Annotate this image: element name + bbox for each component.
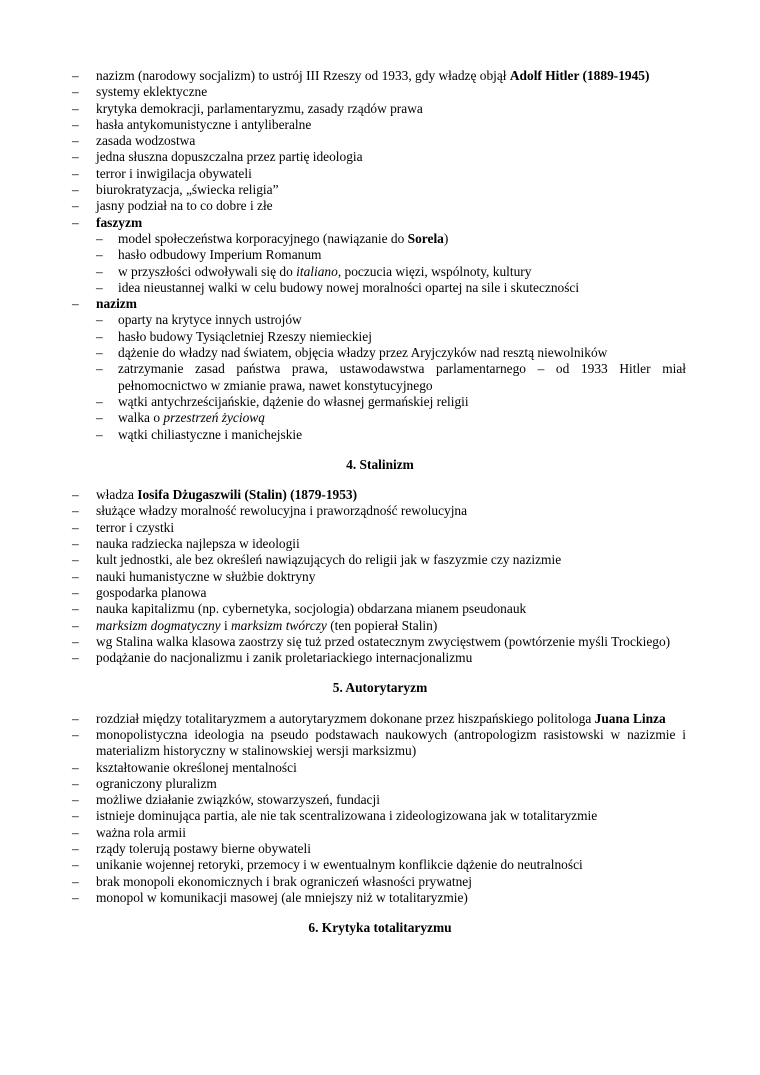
list-item: – jedna słuszna dopuszczalna przez partię ideologia <box>0 149 760 165</box>
list-item: – nauka kapitalizmu (np. cybernetyka, socjologia) obdarzana mianem pseudonauk <box>0 601 760 617</box>
sublist-item: – oparty na krytyce innych ustrojów <box>0 312 760 328</box>
group-heading-faszyzm: – faszyzm <box>0 215 760 231</box>
sublist-item: – walka o przestrzeń życiową <box>0 410 760 426</box>
list-item: – systemy eklektyczne <box>0 84 760 100</box>
list-item: – istnieje dominująca partia, ale nie tak scentralizowana i zideologizowana jak w totalitaryzmie <box>0 808 760 824</box>
sublist-faszyzm <box>0 231 760 296</box>
list-item: – kształtowanie określonej mentalności <box>0 760 760 776</box>
list-item: – gospodarka planowa <box>0 585 760 601</box>
sublist-item: – w przyszłości odwoływali się do italiano, poczucia więzi, wspólnoty, kultury <box>0 264 760 280</box>
sublist-item: – wątki chiliastyczne i manichejskie <box>0 427 760 443</box>
list-group-nazizm <box>0 296 760 443</box>
list-autorytaryzm <box>0 711 760 907</box>
section-heading-krytyka: 6. Krytyka totalitaryzmu <box>308 920 452 936</box>
list-item: – władza Iosifa Dżugaszwili (Stalin) (1879-1953) <box>0 487 760 503</box>
list-item: – marksizm dogmatyczny i marksizm twórczy (ten popierał Stalin) <box>0 618 760 634</box>
list-item: – jasny podział na to co dobre i złe <box>0 198 760 214</box>
list-item: – kult jednostki, ale bez określeń nawiązujących do religii jak w faszyzmie czy nazizmie <box>0 552 760 568</box>
list-nazism-intro <box>0 68 760 443</box>
group-heading-nazizm: – nazizm <box>0 296 760 312</box>
list-item: – możliwe działanie związków, stowarzyszeń, fundacji <box>0 792 760 808</box>
section-heading-stalinizm: 4. Stalinizm <box>346 456 414 472</box>
sublist-item: – model społeczeństwa korporacyjnego (nawiązanie do Sorela) <box>0 231 760 247</box>
list-item: – zasada wodzostwa <box>0 133 760 149</box>
list-item: – hasła antykomunistyczne i antyliberalne <box>0 117 760 133</box>
list-item: – nazizm (narodowy socjalizm) to ustrój III Rzeszy od 1933, gdy władzę objął Adolf Hitler (1889-1945) <box>0 68 760 84</box>
sublist-item: – hasło budowy Tysiącletniej Rzeszy niemieckiej <box>0 329 760 345</box>
sublist-item: – idea nieustannej walki w celu budowy nowej moralności opartej na sile i skuteczności <box>0 280 760 296</box>
sublist-item: – wątki antychrześcijańskie, dążenie do własnej germańskiej religii <box>0 394 760 410</box>
list-item: – biurokratyzacja, „świecka religia” <box>0 182 760 198</box>
list-item: – monopol w komunikacji masowej (ale mniejszy niż w totalitaryzmie) <box>0 890 760 906</box>
list-item: – podążanie do nacjonalizmu i zanik proletariackiego internacjonalizmu <box>0 650 760 666</box>
list-item: – nauka radziecka najlepsza w ideologii <box>0 536 760 552</box>
list-item: – ograniczony pluralizm <box>0 776 760 792</box>
list-item: – krytyka demokracji, parlamentaryzmu, zasady rządów prawa <box>0 101 760 117</box>
document-page <box>0 68 760 951</box>
list-item: – wg Stalina walka klasowa zaostrzy się tuż przed ostatecznym zwycięstwem (powtórzenie myśli Trockiego) <box>0 634 760 650</box>
section-heading-autorytaryzm: 5. Autorytaryzm <box>332 680 428 696</box>
list-item: – rządy tolerują postawy bierne obywateli <box>0 841 760 857</box>
list-item: – monopolistyczna ideologia na pseudo podstawach naukowych (antropologizm rasistowski w nazizmie i materializm historyczny w stalinowskiej wersji marksizmu) <box>0 727 760 760</box>
list-item: – terror i inwigilacja obywateli <box>0 166 760 182</box>
list-item: – brak monopoli ekonomicznych i brak ograniczeń własności prywatnej <box>0 874 760 890</box>
list-item: – terror i czystki <box>0 520 760 536</box>
sublist-nazizm <box>0 312 760 442</box>
list-item: – nauki humanistyczne w służbie doktryny <box>0 569 760 585</box>
sublist-item: – hasło odbudowy Imperium Romanum <box>0 247 760 263</box>
sublist-item: – zatrzymanie zasad państwa prawa, ustawodawstwa parlamentarnego – od 1933 Hitler miał pełnomocnictwo w zmianie prawa, nawet konstytucyjnego <box>0 361 760 394</box>
sublist-item: – dążenie do władzy nad światem, objęcia władzy przez Aryjczyków nad resztą niewolników <box>0 345 760 361</box>
list-item: – ważna rola armii <box>0 825 760 841</box>
list-item: – unikanie wojennej retoryki, przemocy i w ewentualnym konflikcie dążenie do neutralności <box>0 857 760 873</box>
list-stalinizm <box>0 487 760 666</box>
list-item: – służące władzy moralność rewolucyjna i praworządność rewolucyjna <box>0 503 760 519</box>
list-group-faszyzm <box>0 215 760 296</box>
list-item: – rozdział między totalitaryzmem a autorytaryzmem dokonane przez hiszpańskiego politologa Juana Linza <box>0 711 760 727</box>
